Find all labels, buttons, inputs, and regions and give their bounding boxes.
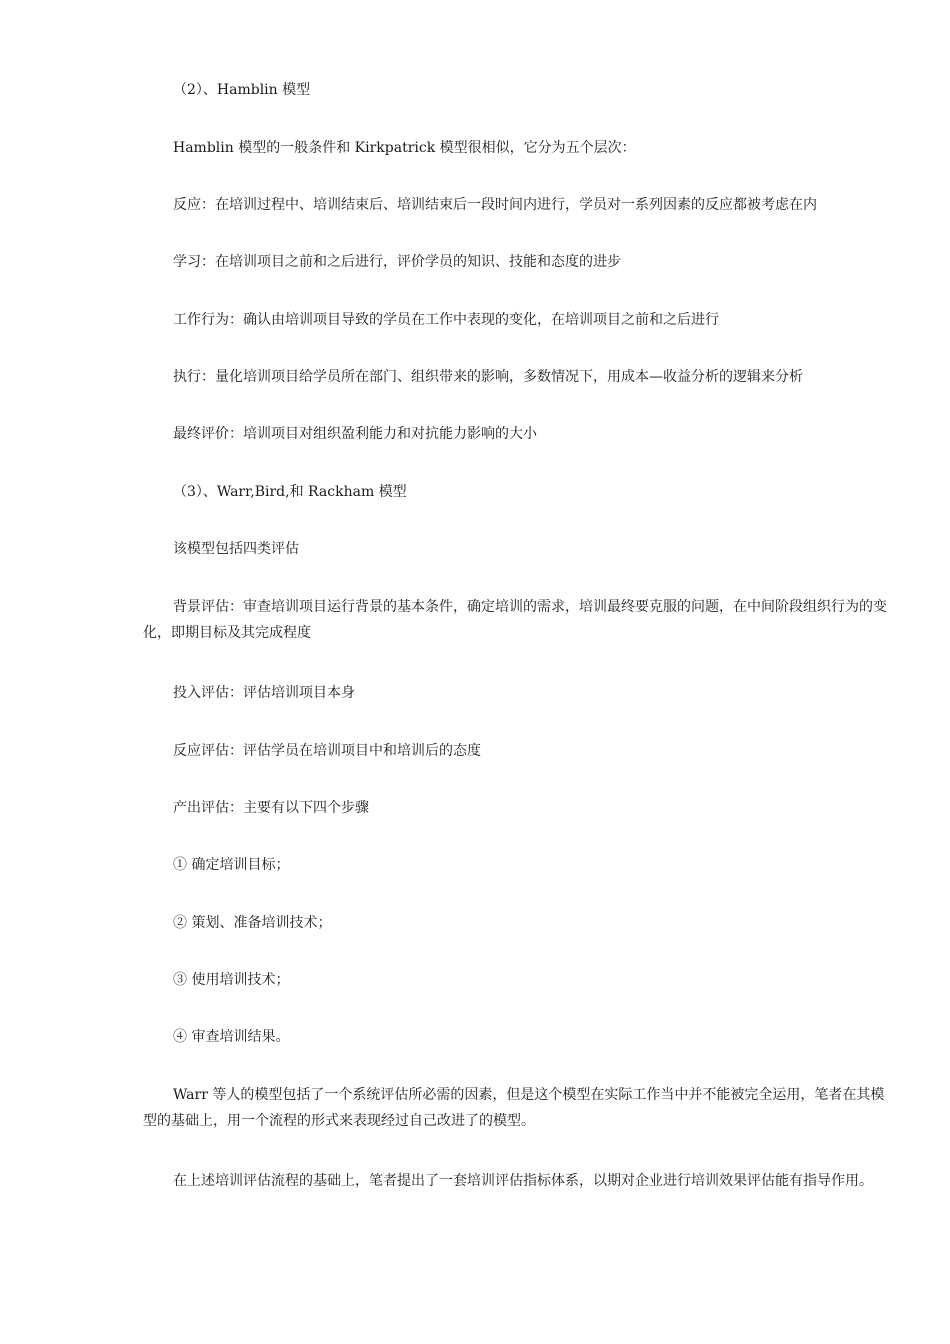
paragraph-final-evaluation: 最终评价：培训项目对组织盈利能力和对抗能力影响的大小 [173,426,537,442]
paragraph-conclusion: 在上述培训评估流程的基础上，笔者提出了一套培训评估指标体系，以期对企业进行培训效果评估能有指导作用。 [173,1173,873,1189]
paragraph-input-evaluation: 投入评估：评估培训项目本身 [173,685,355,701]
section-heading-warr: （3）、Warr,Bird,和 Rackham 模型 [173,484,407,500]
paragraph-context-evaluation: 背景评估：审查培训项目运行背景的基本条件，确定培训的需求，培训最终要克服的问题，在中间阶段组织行为的变化，即期目标及其完成程度 [143,599,887,641]
paragraph-learning: 学习：在培训项目之前和之后进行，评价学员的知识、技能和态度的进步 [173,254,621,270]
paragraph-four-types: 该模型包括四类评估 [173,541,299,557]
list-item-step-2: ② 策划、准备培训技术； [173,915,332,931]
paragraph-output-evaluation: 产出评估：主要有以下四个步骤 [173,800,369,816]
list-item-step-1: ① 确定培训目标； [173,857,290,873]
list-item-step-3: ③ 使用培训技术； [173,972,290,988]
paragraph-reaction-evaluation: 反应评估：评估学员在培训项目中和培训后的态度 [173,743,481,759]
list-item-step-4: ④ 审查培训结果。 [173,1029,290,1045]
paragraph-warr-discussion: Warr 等人的模型包括了一个系统评估所必需的因素，但是这个模型在实际工作当中并不能被完全运用，笔者在其模型的基础上，用一个流程的形式来表现经过自己改进了的模型。 [143,1087,885,1129]
section-heading-hamblin: （2）、Hamblin 模型 [173,82,311,98]
paragraph-hamblin-intro: Hamblin 模型的一般条件和 Kirkpatrick 模型很相似，它分为五个层次： [173,140,636,156]
paragraph-execution: 执行：量化培训项目给学员所在部门、组织带来的影响，多数情况下，用成本—收益分析的逻辑来分析 [173,369,803,385]
paragraph-reaction: 反应：在培训过程中、培训结束后、培训结束后一段时间内进行，学员对一系列因素的反应都被考虑在内 [173,197,817,213]
paragraph-job-behavior: 工作行为：确认由培训项目导致的学员在工作中表现的变化，在培训项目之前和之后进行 [173,312,719,328]
